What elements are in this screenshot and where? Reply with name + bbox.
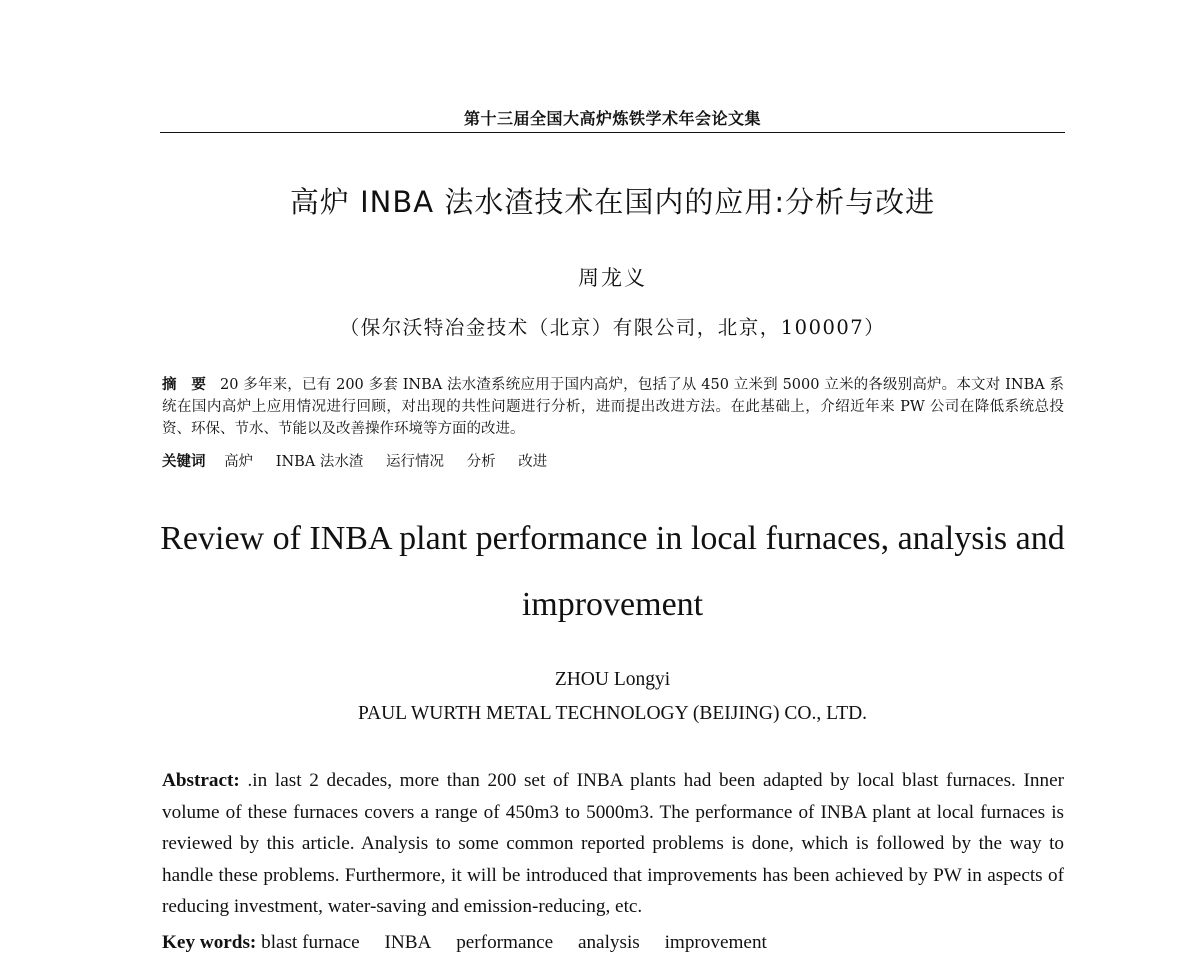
chinese-abstract [162,374,1064,440]
chinese-author: 周龙义 [578,266,647,290]
english-title [160,506,1065,638]
english-keywords [162,929,1064,957]
english-keyword: INBA [384,932,432,953]
english-affiliation: PAUL WURTH METAL TECHNOLOGY (BEIJING) CO., LTD. [357,703,868,724]
chinese-abstract-label: 摘 要 [162,376,207,393]
chinese-keyword: 运行情况 [385,454,444,470]
english-keyword: analysis [577,932,640,953]
english-title-line: Review of INBA plant performance in local furnaces, analysis and [160,520,1065,557]
english-abstract [162,765,1064,923]
english-abstract-label: Abstract: [162,770,240,791]
proceedings-header: 第十三届全国大高炉炼铁学术年会论文集 [463,109,761,128]
english-keywords-label: Key words: [162,932,257,953]
chinese-abstract-text: 20 多年来，已有 200 多套 INBA 法水渣系统应用于国内高炉，包括了从 450 立米到 5000 立米的各级别高炉。本文对 INBA 系统在国内高炉上应用情况进行回顾，对出现的共性问题进行分析，进而提出改进方法。在此基础上，介绍近年来 PW 公司在降低系统总投资、环保、节水、节能以及改善操作环境等方面的改进。 [162,377,1064,437]
chinese-affiliation: （保尔沃特冶金技术（北京）有限公司，北京，100007） [339,316,886,339]
english-keyword: performance [456,932,554,953]
chinese-keyword: 分析 [466,454,496,470]
chinese-title: 高炉 INBA 法水渣技术在国内的应用:分析与改进 [289,185,936,219]
english-keyword: blast furnace [261,932,360,953]
header-rule [160,132,1065,133]
chinese-keywords [162,452,1064,472]
chinese-keyword: INBA 法水渣 [275,454,364,470]
english-author: ZHOU Longyi [554,669,671,690]
chinese-keyword: 改进 [518,454,548,470]
chinese-keywords-label: 关键词 [162,453,206,470]
english-abstract-text: .in last 2 decades, more than 200 set of INBA plants had been adapted by local blast furnaces. Inner volume of these furnaces covers a range of 450m3 to 5000m3. The performance of INBA plant at local furnaces is reviewed by this article. Analysis to some common reported problems is done, which is followed by the way to handle these problems. Furthermore, it will be introduced that improvements has been achieved by PW in aspects of reducing investment, water-saving and emission-reducing, etc. [162,770,1064,917]
english-title-line: improvement [521,586,704,623]
english-keyword: improvement [664,932,767,953]
chinese-keyword: 高炉 [224,454,254,470]
